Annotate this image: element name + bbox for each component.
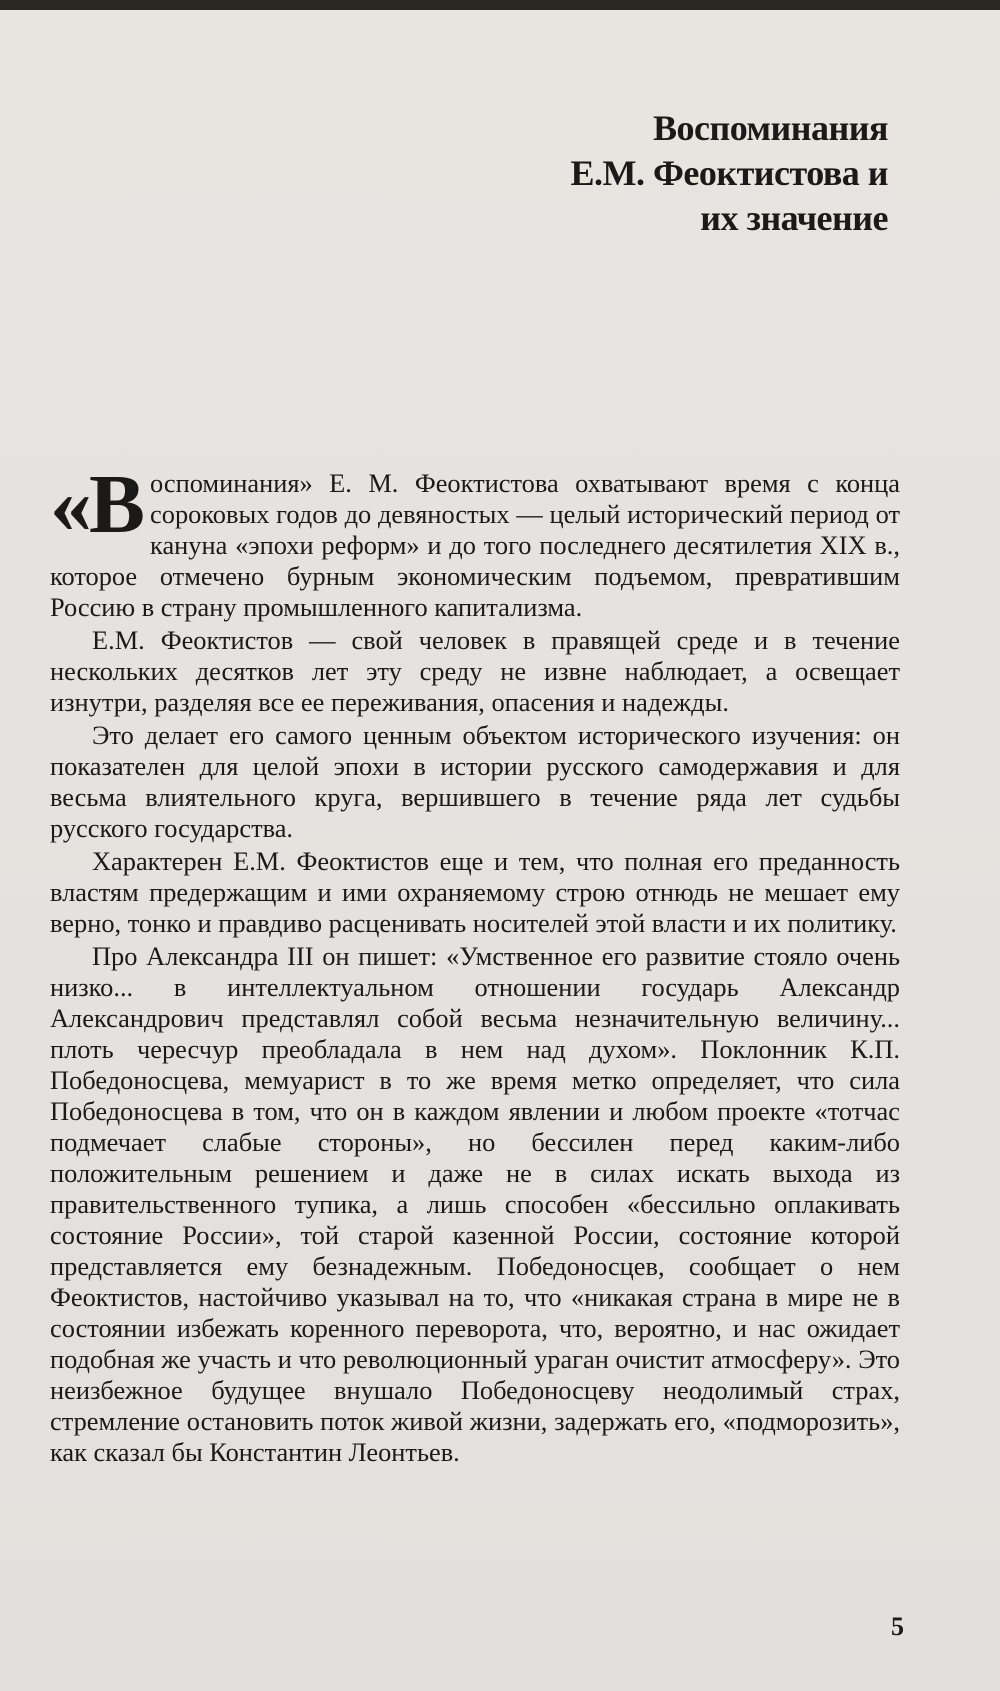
drop-cap: «В <box>50 458 143 551</box>
book-page <box>0 10 1000 1691</box>
page-number: 5 <box>891 1612 904 1641</box>
paragraph-2: Е.М. Феоктистов — свой человек в правящей среде и в течение нескольких десятков лет эту среду не извне наблюдает, а освещает изнутри, разделяя все ее переживания, опасения и надежды. <box>50 625 900 717</box>
paragraph-4: Характерен Е.М. Феоктистов еще и тем, что полная его преданность властям предержащим и ими охраняемому строю отнюдь не мешает ему верно, тонко и правдиво расценивать носителей этой власти и их политику. <box>50 846 900 938</box>
body-text <box>50 458 900 1470</box>
paragraph-1-text: оспоминания» Е. М. Феоктистова охватывают время с конца сороковых годов до девяностых — целый исторический период от кануна «эпохи реформ» и до того последнего десятилетия XIX в., которое отмечено бурным экономическим подъемом, превратившим Россию в страну промышленного капитализма. <box>50 468 900 622</box>
paragraph-5: Про Александра III он пишет: «Умственное его развитие стояло очень низко... в интеллектуальном отношении государь Александр Александрович представлял собой весьма незначительную величину... плоть чересчур преобладала в нем над духом». Поклонник К.П. Победоносцева, мемуарист в то же время метко определяет, что сила Победоносцева в том, что он в каждом явлении и любом проекте «тотчас подмечает слабые стороны», но бессилен перед каким-либо положительным решением и даже не в силах искать выхода из правительственного тупика, а лишь способен «бессильно оплакивать состояние России», той старой казенной России, состояние которой представляется ему безнадежным. Победоносцев, сообщает о нем Феоктистов, настойчиво указывал на то, что «никакая страна в мире не в состоянии избежать коренного переворота, что, вероятно, и нас ожидает подобная же участь и что революционный ураган очистит атмосферу». Это неизбежное будущее внушало Победоносцеву неодолимый страх, стремление остановить поток живой жизни, задержать его, «подморозить», как сказал бы Константин Леонтьев. <box>50 941 900 1467</box>
paragraph-3: Это делает его самого ценным объектом исторического изучения: он показателен для целой эпохи в истории русского самодержавия и для весьма влиятельного круга, вершившего в течение ряда лет судьбы русского государства. <box>50 720 900 843</box>
paragraph-1 <box>50 458 900 623</box>
chapter-title-line-1: Воспоминания <box>652 108 888 148</box>
chapter-title-line-2: Е.М. Феоктистова и <box>570 153 888 193</box>
chapter-title <box>368 106 888 241</box>
chapter-title-line-3: их значение <box>700 198 888 238</box>
